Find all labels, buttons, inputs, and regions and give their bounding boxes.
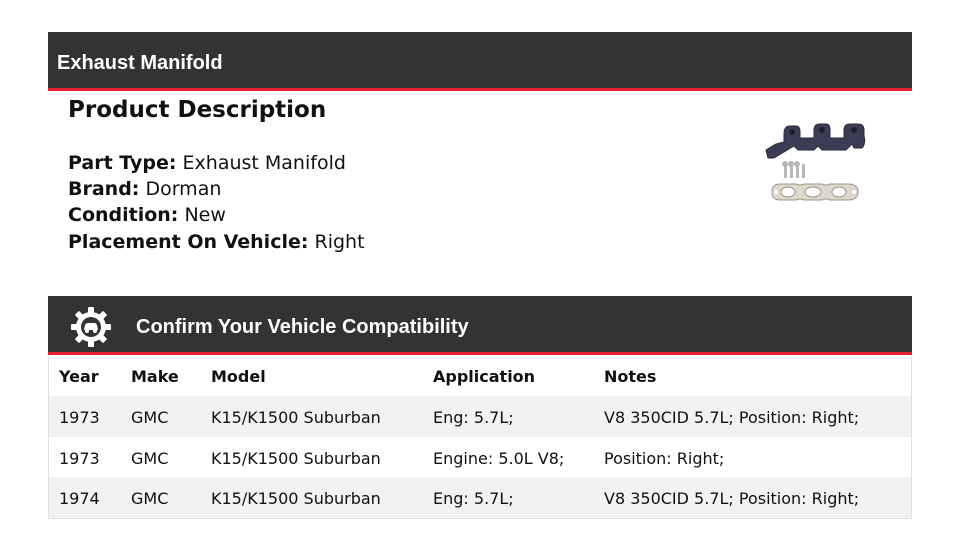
cell-model: K15/K1500 Suburban: [211, 449, 381, 468]
spec-label: Condition:: [68, 204, 179, 226]
gear-car-icon: [69, 305, 113, 349]
cell-application: Eng: 5.7L;: [433, 408, 514, 427]
section-title: Exhaust Manifold: [57, 52, 223, 74]
cell-model: K15/K1500 Suburban: [211, 489, 381, 508]
cell-make: GMC: [131, 489, 169, 508]
spec-placement: [68, 230, 365, 254]
compatibility-header-bar: [48, 296, 912, 355]
column-header-notes: Notes: [604, 367, 657, 386]
cell-notes: V8 350CID 5.7L; Position: Right;: [604, 408, 860, 427]
section-header-bar: [48, 32, 912, 91]
product-description-heading: Product Description: [68, 97, 327, 123]
cell-make: GMC: [131, 449, 169, 468]
compatibility-title: Confirm Your Vehicle Compatibility: [136, 316, 469, 338]
spec-value: Right: [314, 231, 365, 253]
compatibility-table: [48, 355, 912, 519]
cell-year: 1973: [59, 408, 100, 427]
cell-notes: Position: Right;: [604, 449, 725, 468]
spec-condition: [68, 203, 226, 227]
table-row: [49, 437, 911, 478]
table-row: [49, 396, 911, 437]
exhaust-manifold-photo: [762, 120, 874, 210]
column-header-make: Make: [131, 367, 179, 386]
cell-notes: V8 350CID 5.7L; Position: Right;: [604, 489, 860, 508]
spec-brand: [68, 177, 221, 201]
cell-make: GMC: [131, 408, 169, 427]
table-header-row: [49, 355, 911, 396]
spec-value: Exhaust Manifold: [182, 152, 346, 174]
cell-application: Eng: 5.7L;: [433, 489, 514, 508]
spec-label: Part Type:: [68, 152, 177, 174]
spec-value: Dorman: [145, 178, 222, 200]
table-row: [49, 477, 911, 518]
spec-value: New: [184, 204, 226, 226]
spec-label: Brand:: [68, 178, 140, 200]
cell-model: K15/K1500 Suburban: [211, 408, 381, 427]
column-header-model: Model: [211, 367, 266, 386]
column-header-application: Application: [433, 367, 536, 386]
cell-year: 1974: [59, 489, 100, 508]
cell-application: Engine: 5.0L V8;: [433, 449, 565, 468]
column-header-year: Year: [59, 367, 99, 386]
spec-part-type: [68, 151, 346, 175]
spec-label: Placement On Vehicle:: [68, 231, 309, 253]
cell-year: 1973: [59, 449, 100, 468]
